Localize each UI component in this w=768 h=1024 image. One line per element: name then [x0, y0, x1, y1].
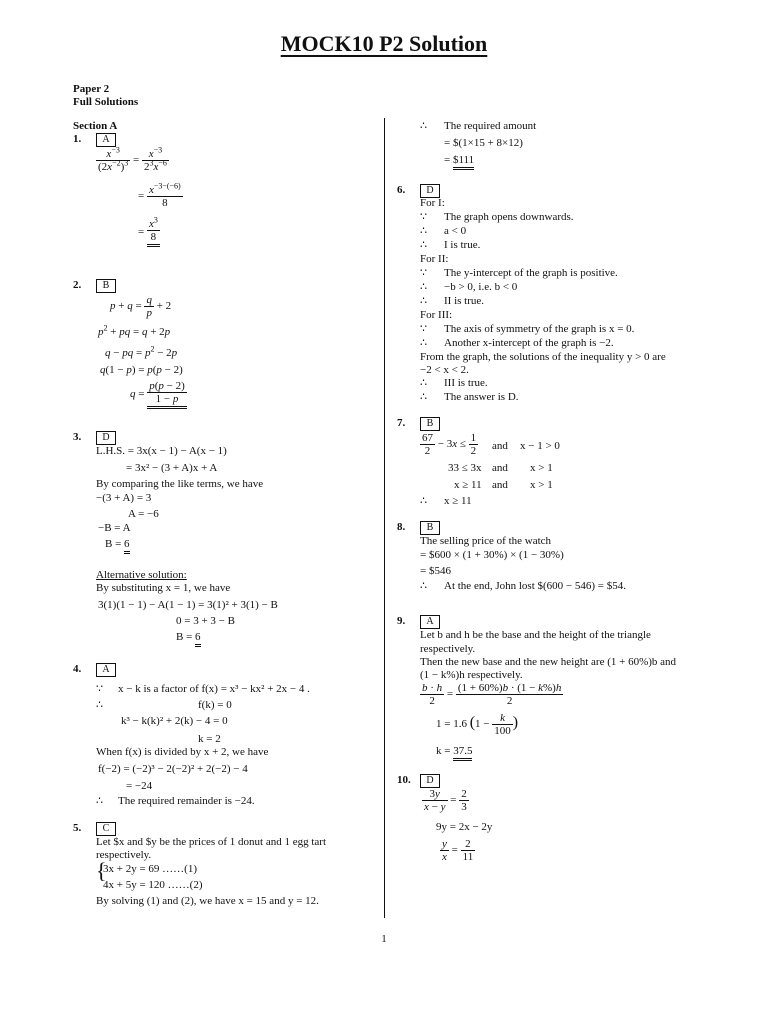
page-number: 1: [381, 933, 387, 945]
equation-1: 3x + 2y = 69 ……(1): [103, 863, 197, 875]
column-divider: [384, 118, 385, 918]
text-line: By solving (1) and (2), we have x = 15 and y = 12.: [96, 895, 319, 907]
math-line: k = 2: [198, 733, 221, 745]
question-number: 6.: [397, 184, 406, 196]
text-line: The graph opens downwards.: [444, 211, 574, 223]
because-symbol: ∵: [420, 211, 427, 223]
question-number: 4.: [73, 663, 82, 675]
math-line: $\frac{67}{2}$ − 3x ≤ $\frac{1}{2}$: [422, 432, 477, 457]
and-word: and: [492, 462, 508, 474]
text-line: respectively.: [420, 643, 476, 655]
therefore-symbol: ∴: [96, 795, 103, 807]
because-symbol: ∵: [96, 683, 103, 695]
therefore-symbol: ∴: [420, 295, 427, 307]
text-line: respectively.: [96, 849, 152, 861]
text-line: The selling price of the watch: [420, 535, 552, 547]
answer-box: B: [420, 416, 440, 431]
math-line: −2 < x < 2.: [420, 364, 469, 376]
question-number: 5.: [73, 822, 82, 834]
math-line: $p^2$ + pq = q + 2p: [98, 323, 171, 338]
question-number: 8.: [397, 521, 406, 533]
text-line: For III:: [420, 309, 453, 321]
therefore-symbol: ∴: [420, 239, 427, 251]
math-line: A = −6: [128, 508, 159, 520]
math-line: = $111: [444, 153, 474, 167]
math-line: 9y = 2x − 2y: [436, 821, 493, 833]
text-line: The required amount: [444, 120, 537, 132]
question-number: 3.: [73, 431, 82, 443]
math-line: k³ − k(k)² + 2(k) − 4 = 0: [121, 715, 228, 727]
and-word: and: [492, 479, 508, 491]
math-line: k = 37.5: [436, 744, 472, 758]
math-line: L.H.S. = 3x(x − 1) − A(x − 1): [96, 445, 227, 457]
math-line: B = 6: [105, 537, 130, 551]
text-line: The answer is D.: [444, 391, 519, 403]
math-line: = $546: [420, 565, 451, 577]
text-line: The y-intercept of the graph is positive.: [444, 267, 618, 279]
math-line: a < 0: [444, 225, 467, 237]
math-line: 0 = 3 + 3 − B: [176, 615, 235, 627]
math-line: x ≥ 11: [444, 495, 472, 507]
answer-box: D: [420, 183, 440, 198]
math-line: x > 1: [530, 462, 553, 474]
text-line: II is true.: [444, 295, 485, 307]
math-line: $\frac{y}{x}$ = $\frac{2}{11}$: [442, 838, 474, 863]
math-line: f(−2) = (−2)³ − 2(−2)² + 2(−2) − 4: [98, 763, 248, 775]
therefore-symbol: ∴: [420, 120, 427, 132]
answer-box: D: [420, 773, 440, 788]
answer-box: A: [96, 132, 116, 147]
text-line: By substituting x = 1, we have: [96, 582, 231, 594]
question-number: 2.: [73, 279, 82, 291]
section-heading: Section A: [73, 120, 118, 132]
math-line: x − k is a factor of f(x) = x³ − kx² + 2x − 4 .: [118, 683, 310, 695]
math-line: = $600 × (1 + 30%) × (1 − 30%): [420, 549, 564, 561]
math-line: $\frac{3y}{x - y}$ = $\frac{2}{3}$: [424, 788, 467, 813]
text-line: The axis of symmetry of the graph is x = 0.: [444, 323, 635, 335]
page-title: MOCK10 P2 Solution: [280, 31, 488, 56]
text-line: By comparing the like terms, we have: [96, 478, 264, 490]
therefore-symbol: ∴: [96, 699, 103, 711]
math-line: q = $\frac{p(p - 2)}{1 - p}$: [130, 380, 187, 409]
math-line: = 3x² − (3 + A)x + A: [126, 462, 218, 474]
answer-box: A: [96, 662, 116, 677]
math-line: x ≥ 11: [454, 479, 482, 491]
therefore-symbol: ∴: [420, 281, 427, 293]
question-number: 1.: [73, 133, 82, 145]
text-line: Let $x and $y be the prices of 1 donut and 1 egg tart: [96, 836, 327, 848]
therefore-symbol: ∴: [420, 225, 427, 237]
answer-box: C: [96, 821, 116, 836]
math-line: x > 1: [530, 479, 553, 491]
answer-box: A: [420, 614, 440, 629]
question-number: 9.: [397, 615, 406, 627]
therefore-symbol: ∴: [420, 580, 427, 592]
math-line: f(k) = 0: [198, 699, 232, 711]
math-line: = $\frac{x^{-3-(-6)}}{8}$: [138, 181, 181, 209]
because-symbol: ∵: [420, 323, 427, 335]
text-line: When f(x) is divided by x + 2, we have: [96, 746, 269, 758]
and-word: and: [492, 440, 508, 452]
text-line: Another x-intercept of the graph is −2.: [444, 337, 614, 349]
answer-box: B: [96, 278, 116, 293]
question-number: 7.: [397, 417, 406, 429]
math-line: = −24: [126, 780, 153, 792]
brace: {: [96, 858, 107, 883]
math-line: −B = A: [98, 522, 131, 534]
text-line: (1 − k%)h respectively.: [420, 669, 523, 681]
math-line: = $\frac{x^3}{8}$: [138, 218, 160, 247]
text-line: For I:: [420, 197, 445, 209]
math-line: 3(1)(1 − 1) − A(1 − 1) = 3(1)² + 3(1) − B: [98, 599, 278, 611]
because-symbol: ∵: [420, 267, 427, 279]
therefore-symbol: ∴: [420, 377, 427, 389]
alt-solution-heading: Alternative solution:: [96, 569, 187, 581]
math-line: −b > 0, i.e. b < 0: [444, 281, 518, 293]
math-line: 1 = 1.6 (1 − $\frac{k}{100}$ ): [436, 712, 519, 737]
text-line: I is true.: [444, 239, 481, 251]
math-line: $\frac{x^{-3}}{(2x^{-2})^3}$ = $\frac{x^{-3}}{2^3x^{-6}}$: [98, 145, 167, 173]
text-line: For II:: [420, 253, 449, 265]
math-line: q − pq = $p^2 - 2p$: [105, 344, 178, 359]
math-line: −(3 + A) = 3: [96, 492, 152, 504]
text-line: From the graph, the solutions of the inequality y > 0 are: [420, 351, 666, 363]
therefore-symbol: ∴: [420, 391, 427, 403]
therefore-symbol: ∴: [420, 337, 427, 349]
therefore-symbol: ∴: [420, 495, 427, 507]
paper-label: Paper 2: [73, 83, 110, 95]
text-line: At the end, John lost $(600 − 546) = $54.: [444, 580, 626, 592]
math-line: = $(1×15 + 8×12): [444, 137, 523, 149]
answer-box: B: [420, 520, 440, 535]
math-line: x − 1 > 0: [520, 440, 560, 452]
text-line: Then the new base and the new height are (1 + 60%)b and: [420, 656, 677, 668]
text-line: III is true.: [444, 377, 488, 389]
math-line: 33 ≤ 3x: [448, 462, 482, 474]
text-line: The required remainder is −24.: [118, 795, 255, 807]
answer-box: D: [96, 430, 116, 445]
equation-2: 4x + 5y = 120 ……(2): [103, 879, 203, 891]
math-line: p + q = $\frac{q}{p}$ + 2: [110, 294, 172, 319]
math-line: $\frac{b \cdot h}{2}$ = $\frac{(1 + 60\%)b \cdot (1 - k\%)h}{2}$: [422, 682, 562, 707]
text-line: Let b and h be the base and the height of the triangle: [420, 629, 651, 641]
math-line: B = 6: [176, 630, 201, 644]
question-number: 10.: [397, 774, 411, 786]
math-line: q(1 − p) = p(p − 2): [100, 364, 183, 376]
full-solutions-label: Full Solutions: [73, 96, 139, 108]
